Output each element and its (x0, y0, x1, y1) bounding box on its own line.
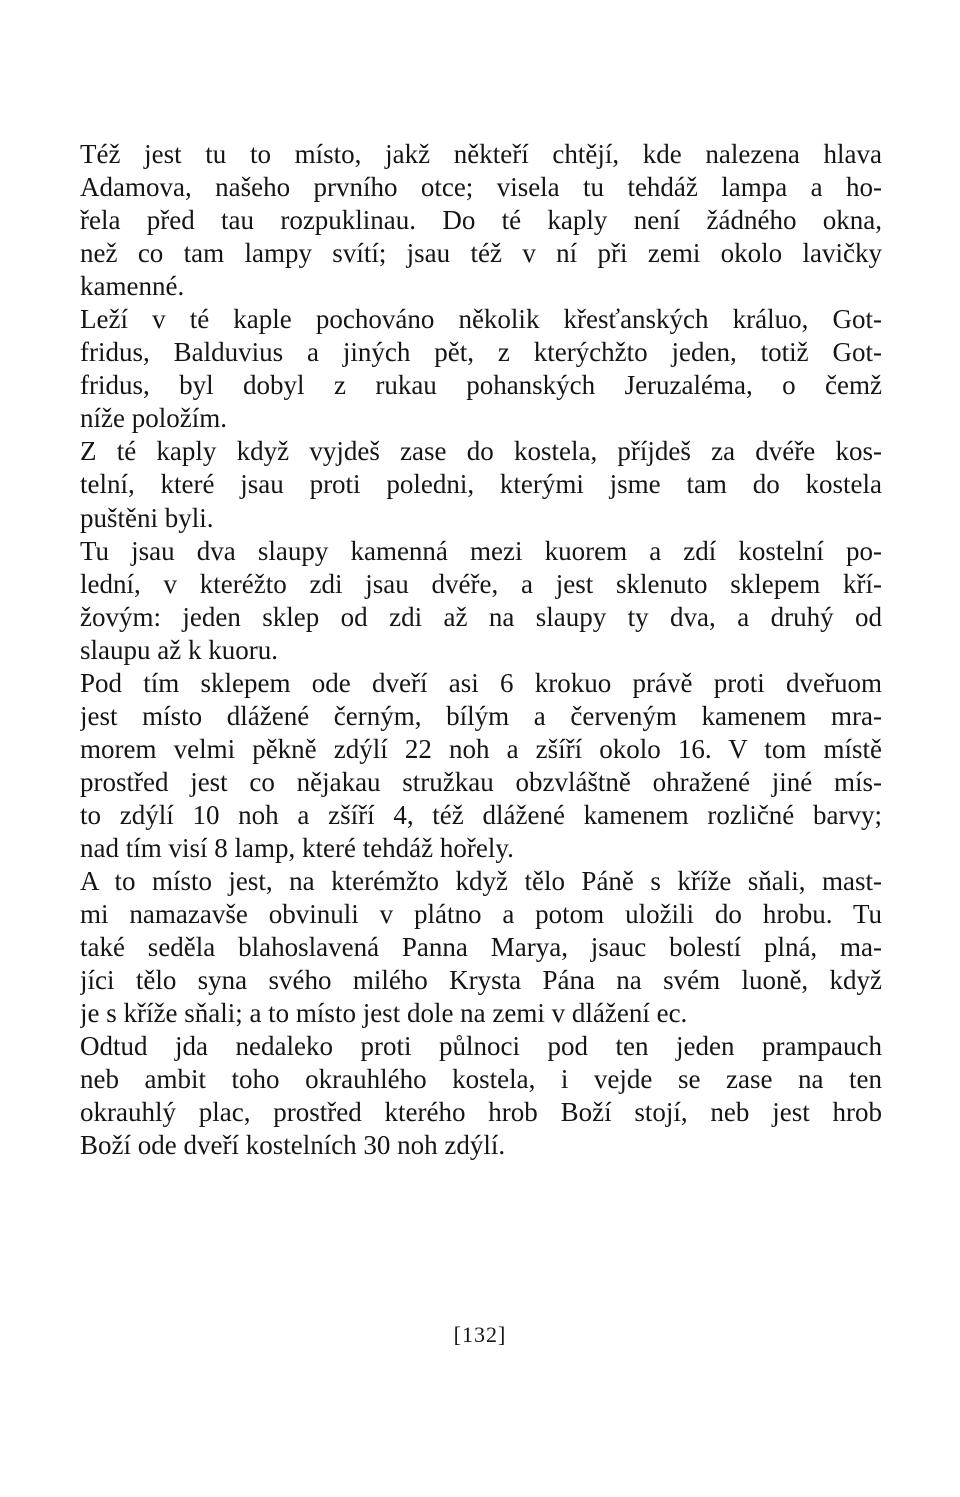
text-line: nad tím visí 8 lamp, které tehdáž hořely. (80, 832, 514, 863)
text-line: kamenné. (80, 271, 185, 302)
text-line: jest místo dlážené černým, bílým a červeným kamenem mra- (80, 700, 882, 731)
text-line: A to místo jest, na kterémžto když tělo Páně s kříže sňali, mast- (80, 866, 882, 897)
text-line: fridus, byl dobyl z rukau pohanských Jeruzaléma, o čemž (80, 370, 882, 401)
text-line: puštěni byli. (80, 502, 214, 533)
text-line: také seděla blahoslavená Panna Marya, jsauc bolestí plná, ma- (80, 932, 882, 963)
text-line: Tu jsau dva slaupy kamenná mezi kuorem a zdí kostelní po- (80, 535, 882, 566)
text-line: to zdýlí 10 noh a zšíří 4, též dlážené kamenem rozličné barvy; (80, 799, 882, 830)
text-line: Adamova, našeho prvního otce; visela tu tehdáž lampa a ho- (80, 172, 882, 203)
text-line: řela před tau rozpuklinau. Do té kaply není žádného okna, (80, 205, 882, 236)
text-line: níže položím. (80, 403, 227, 434)
text-line: Z té kaply když vyjdeš zase do kostela, příjdeš za dvéře kos- (80, 436, 882, 467)
text-line: Odtud jda nedaleko proti půlnoci pod ten jeden prampauch (80, 1031, 882, 1062)
body-text (80, 138, 882, 1162)
text-line: prostřed jest co nějakau stružkau obzvláštně ohražené jiné mís- (80, 766, 882, 797)
text-line: Boží ode dveří kostelních 30 noh zdýlí. (80, 1130, 506, 1161)
text-line: slaupu až k kuoru. (80, 634, 278, 665)
text-line: mi namazavše obvinuli v plátno a potom uložili do hrobu. Tu (80, 899, 882, 930)
text-line: Též jest tu to místo, jakž někteří chtějí, kde nalezena hlava (80, 139, 882, 169)
page-number: [132] (453, 1322, 507, 1347)
text-line: než co tam lampy svítí; jsau též v ní při zemi okolo lavičky (80, 238, 882, 269)
text-line: je s kříže sňali; a to místo jest dole na zemi v dlážení ec. (80, 998, 688, 1029)
text-line: okrauhlý plac, prostřed kterého hrob Boží stojí, neb jest hrob (80, 1097, 882, 1128)
text-line: fridus, Balduvius a jiných pět, z kterýchžto jeden, totiž Got- (80, 337, 882, 368)
text-line: neb ambit toho okrauhlého kostela, i vejde se zase na ten (80, 1064, 882, 1095)
text-line: Pod tím sklepem ode dveří asi 6 krokuo právě proti dveřuom (80, 667, 882, 698)
text-line: jíci tělo syna svého milého Krysta Pána na svém luoně, když (80, 965, 882, 996)
text-line: morem velmi pěkně zdýlí 22 noh a zšíří okolo 16. V tom místě (80, 733, 882, 764)
text-line: Leží v té kaple pochováno několik křesťanských králuo, Got- (80, 304, 882, 335)
text-line: telní, které jsau proti poledni, kterými jsme tam do kostela (80, 469, 882, 500)
text-line: žovým: jeden sklep od zdi až na slaupy ty dva, a druhý od (80, 601, 882, 632)
text-line: lední, v kteréžto zdi jsau dvéře, a jest sklenuto sklepem kří- (80, 568, 882, 599)
